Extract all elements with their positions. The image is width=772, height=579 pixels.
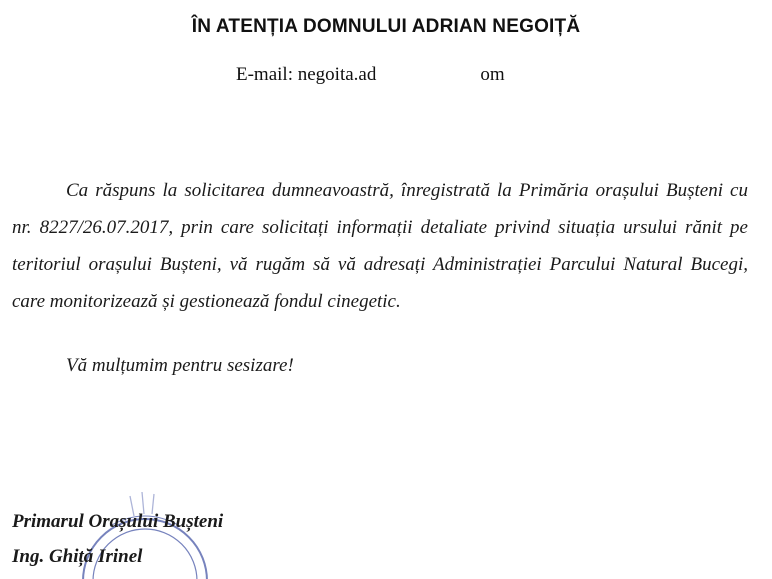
signature-title: Primarul Orașului Bușteni <box>12 511 224 532</box>
email-prefix: E-mail: negoita.ad <box>236 64 377 85</box>
letter-title: ÎN ATENȚIA DOMNULUI ADRIAN NEGOIȚĂ <box>191 16 581 37</box>
signature-name: Ing. Ghiță Irinel <box>12 546 143 567</box>
email-line <box>236 64 505 86</box>
letter-body <box>12 172 748 320</box>
body-paragraph: Ca răspuns la solicitarea dumneavoastră, înregistrată la Primăria orașului Bușteni cu nr. 8227/26.07.2017, prin care solicitați informații detaliate privind situația ursului rănit pe teritoriul orașului Bușteni, vă rugăm să vă adresați Administrației Parcului Natural Bucegi, care monitorizează și gestionează fondul cinegetic. <box>12 180 748 312</box>
closing-line: Vă mulțumim pentru sesizare! <box>66 355 294 376</box>
email-redaction <box>376 67 480 85</box>
email-suffix: om <box>480 64 505 85</box>
signature-block <box>12 504 223 574</box>
